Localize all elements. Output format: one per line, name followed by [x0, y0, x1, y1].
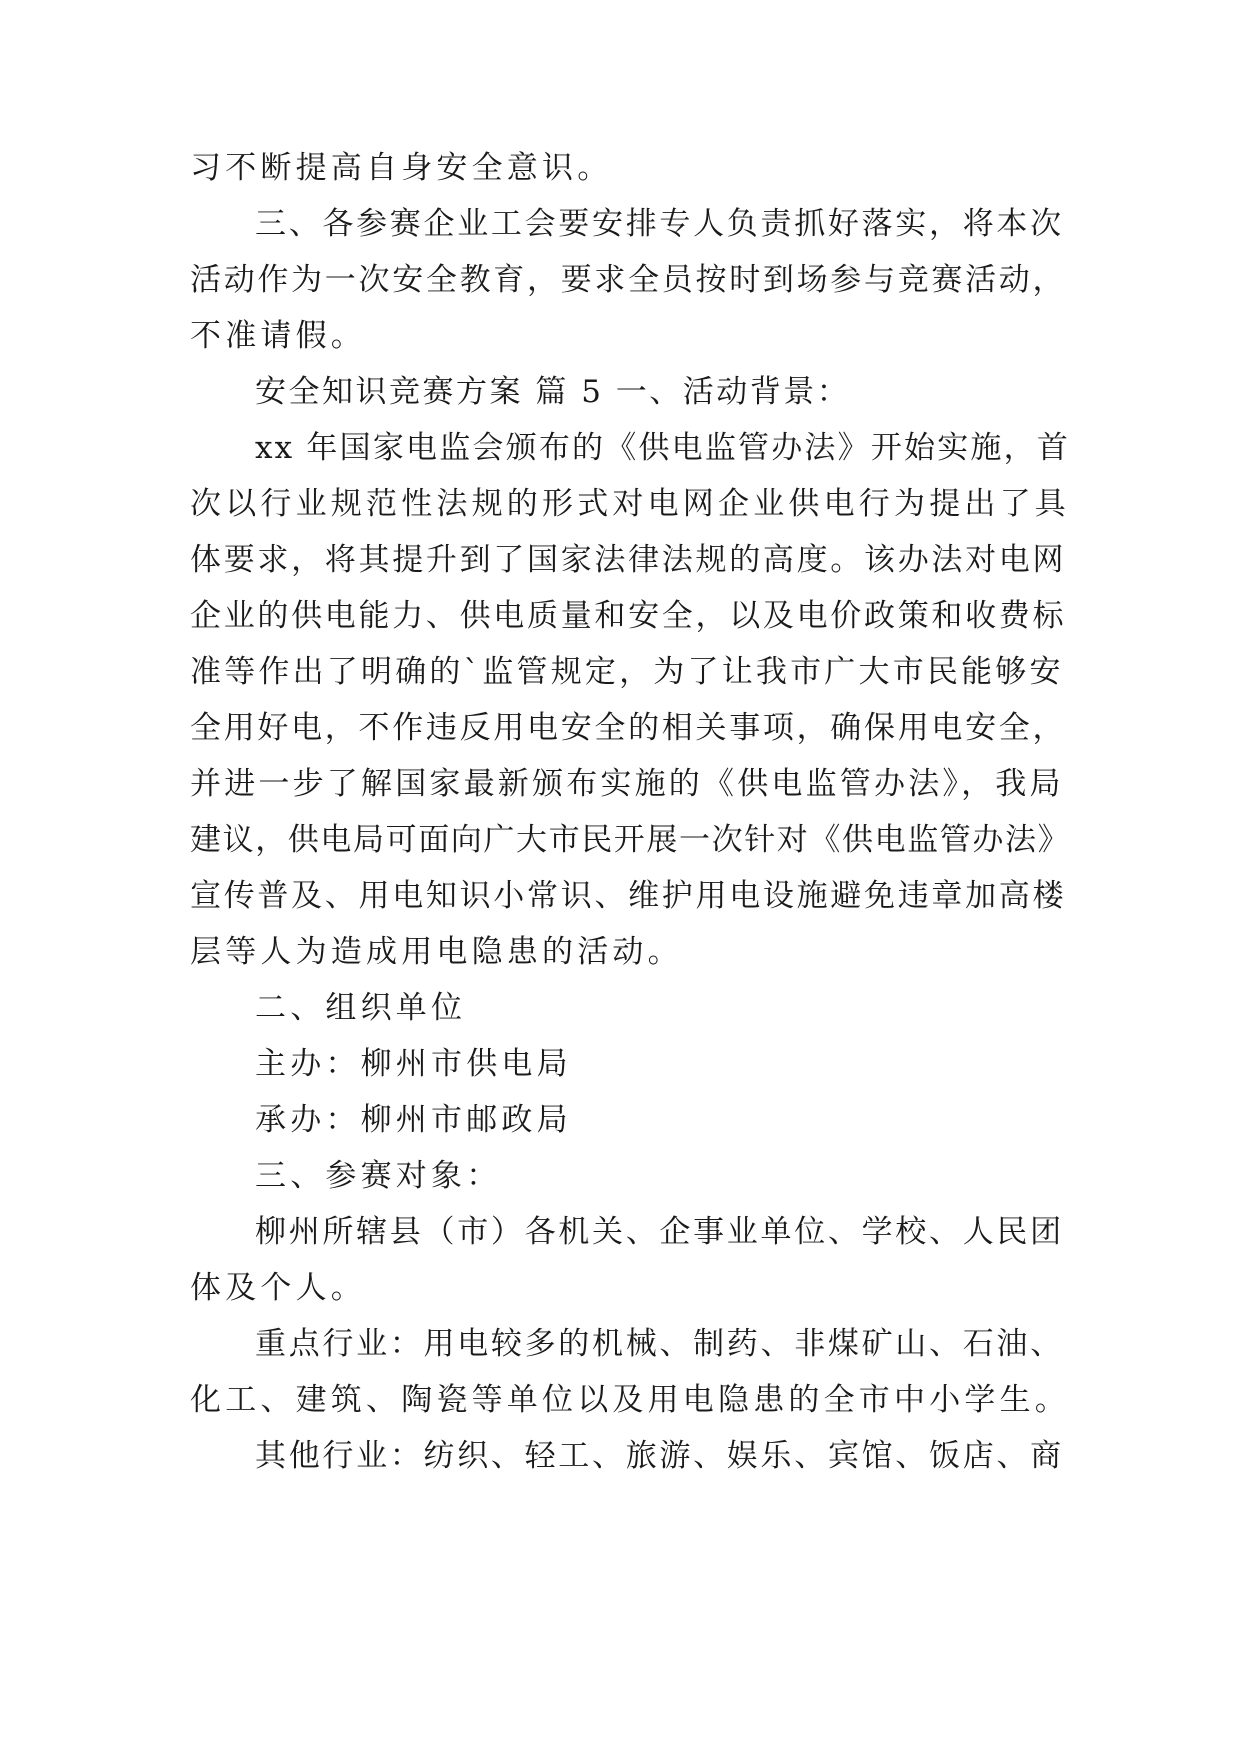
text-line: 建议，供电局可面向广大市民开展一次针对《供电监管办法》	[190, 822, 1071, 858]
text-line: 柳州所辖县（市）各机关、企事业单位、学校、人民团	[255, 1214, 1064, 1250]
text-line: 层等人为造成用电隐患的活动。	[190, 934, 683, 970]
text-line: 体及个人。	[190, 1270, 366, 1306]
text-line: 企业的供电能力、供电质量和安全，以及电价政策和收费标	[190, 598, 1067, 634]
text-line: 体要求，将其提升到了国家法律法规的高度。该办法对电网	[190, 542, 1067, 578]
section-heading: 二、组织单位	[255, 990, 467, 1026]
text-line: 活动作为一次安全教育，要求全员按时到场参与竞赛活动，	[190, 262, 1067, 298]
text-line: 全用好电，不作违反用电安全的相关事项，确保用电安全，	[190, 710, 1067, 746]
text-line: 主办：柳州市供电局	[255, 1046, 572, 1082]
section-heading: 安全知识竞赛方案 篇 5 一、活动背景：	[255, 374, 851, 410]
section-heading: 三、参赛对象：	[255, 1158, 502, 1194]
text-line: xx 年国家电监会颁布的《供电监管办法》开始实施，首	[255, 430, 1071, 466]
text-line: 不准请假。	[190, 318, 366, 354]
text-line: 并进一步了解国家最新颁布实施的《供电监管办法》，我局	[190, 766, 1064, 802]
text-line: 准等作出了明确的`监管规定，为了让我市广大市民能够安	[190, 654, 1064, 690]
text-line: 重点行业：用电较多的机械、制药、非煤矿山、石油、	[255, 1326, 1064, 1362]
text-line: 化工、建筑、陶瓷等单位以及用电隐患的全市中小学生。	[190, 1382, 1070, 1418]
text-line: 承办：柳州市邮政局	[255, 1102, 572, 1138]
text-line: 次以行业规范性法规的形式对电网企业供电行为提出了具	[190, 486, 1070, 522]
text-line: 习不断提高自身安全意识。	[190, 150, 613, 186]
text-line: 其他行业：纺织、轻工、旅游、娱乐、宾馆、饭店、商	[255, 1438, 1064, 1474]
text-line: 三、各参赛企业工会要安排专人负责抓好落实，将本次	[255, 206, 1064, 242]
text-line: 宣传普及、用电知识小常识、维护用电设施避免违章加高楼	[190, 878, 1067, 914]
